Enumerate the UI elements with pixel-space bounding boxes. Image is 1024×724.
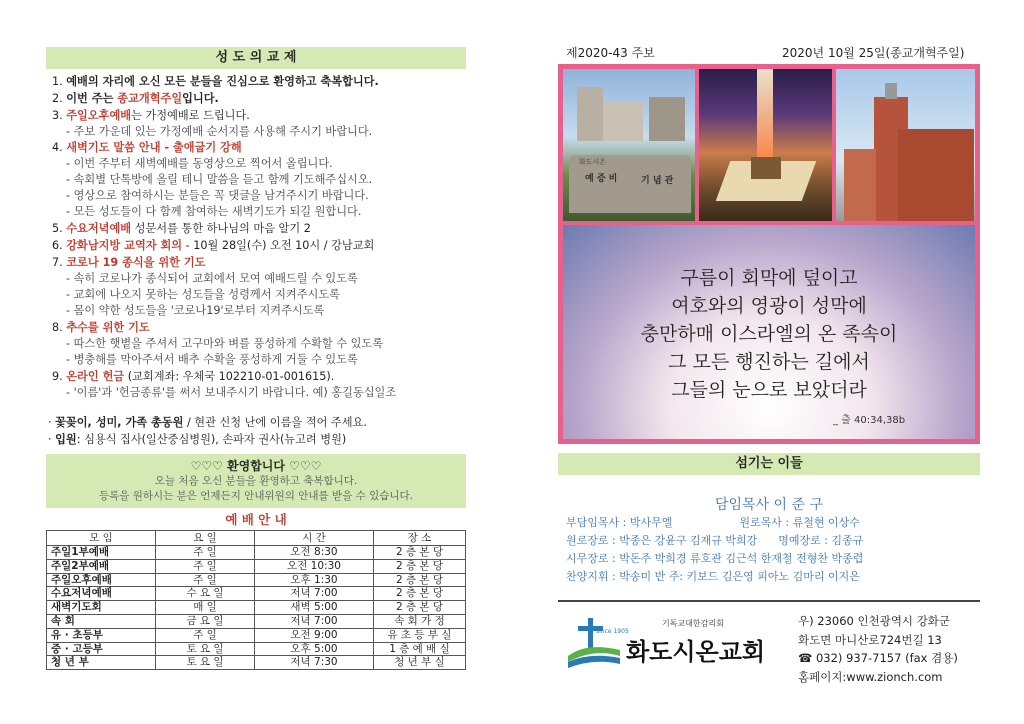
- church-photo: [836, 69, 975, 221]
- table-row: [47, 587, 466, 601]
- table-cell: 주일1부예배: [47, 546, 156, 560]
- list-item: 6. 강화남지방 교역자 회의 - 10월 28일(수) 오전 10시 / 강남교회: [52, 239, 375, 252]
- table-cell: 주 일: [156, 546, 255, 560]
- worship-title: 예 배 안 내: [225, 512, 287, 527]
- stone-text-left: 예 증 비: [585, 174, 618, 184]
- list-sub-item: - 영상으로 참여하시는 분들은 꼭 댓글을 남겨주시기 바랍니다.: [66, 189, 369, 202]
- staff-row: 부담임목사 : 박사무엘 원로목사 : 류철현 이상수: [566, 516, 860, 529]
- list-item: 5. 수요저녁예배 성문서를 통한 하나님의 마음 알기 2: [52, 222, 311, 235]
- table-cell: 2 층 본 당: [374, 546, 466, 560]
- column-header: 장 소: [374, 531, 466, 546]
- table-cell: 매 일: [156, 601, 255, 615]
- list-sub-item: - 모든 성도들이 다 함께 참여하는 새벽기도가 되길 원합니다.: [66, 205, 362, 218]
- verse-line: 충만하매 이스라엘의 온 족속이: [640, 323, 898, 345]
- table-cell: 주 일: [156, 628, 255, 642]
- table-cell: 오전 10:30: [255, 559, 374, 573]
- phone-line: ☎ 032) 937-7157 (fax 겸용): [798, 651, 958, 665]
- notice-hospital: · 입원: 심용식 집사(일산중심병원), 손파자 권사(뉴고려 병원): [48, 433, 347, 446]
- staff-row: 찬양지휘 : 박송미 반 주: 키보드 김은영 피아노 김마리 이지은: [566, 570, 860, 583]
- list-item: 2. 이번 주는 종교개혁주일입니다.: [52, 92, 219, 105]
- list-sub-item: - 따스한 햇볕을 주셔서 고구마와 벼를 풍성하게 수확할 수 있도록: [66, 337, 384, 350]
- list-sub-item: - '이름'과 '헌금종류'를 써서 보내주시기 바랍니다. 예) 홍길동십일조: [66, 386, 397, 399]
- logo-church-name: 화도시온교회: [626, 638, 766, 666]
- list-sub-item: - 몸이 약한 성도들을 '코로나19'로부터 지켜주시도록: [66, 304, 325, 317]
- servers-header: 섬기는 이들: [558, 453, 980, 475]
- verse-reference: _ 출 40:34,38b: [833, 415, 906, 426]
- table-cell: 속 회: [47, 614, 156, 628]
- footer-divider: [558, 600, 980, 602]
- verse-line: 그 모든 행진하는 길에서: [668, 351, 870, 373]
- stone-text-top: 화도시온: [579, 158, 607, 166]
- homepage-link[interactable]: 홈페이지:www.zionch.com: [798, 669, 943, 684]
- table-row: [47, 628, 466, 642]
- table-cell: 오전 9:00: [255, 628, 374, 642]
- table-row: [47, 642, 466, 656]
- issue-date: 2020년 10월 25일(종교개혁주일): [782, 46, 965, 60]
- church-address: [798, 612, 958, 686]
- table-cell: 새벽기도회: [47, 601, 156, 615]
- cross-logo-icon: [566, 616, 622, 668]
- verse-line: 그들의 눈으로 보았더라: [671, 379, 867, 401]
- table-cell: 주일오후예배: [47, 573, 156, 587]
- table-cell: 주 일: [156, 573, 255, 587]
- table-cell: 주일2부예배: [47, 559, 156, 573]
- senior-pastor: 담임목사 이 준 구: [714, 497, 824, 513]
- table-cell: 오후 5:00: [255, 642, 374, 656]
- table-cell: 2 층 본 당: [374, 559, 466, 573]
- table-cell: 2 층 본 당: [374, 587, 466, 601]
- list-sub-item: - 주보 가운데 있는 가정예배 순서지를 사용해 주시기 바랍니다.: [66, 125, 373, 138]
- table-cell: 토 요 일: [156, 642, 255, 656]
- cover-frame: [558, 64, 980, 444]
- table-cell: 저녁 7:00: [255, 614, 374, 628]
- table-cell: 2 층 본 당: [374, 573, 466, 587]
- table-cell: 오후 1:30: [255, 573, 374, 587]
- table-row: [47, 573, 466, 587]
- table-cell: 수 요 일: [156, 587, 255, 601]
- fellowship-header: 성 도 의 교 제: [46, 47, 466, 69]
- welcome-title: ♡♡♡ 환영합니다 ♡♡♡: [190, 459, 322, 473]
- notice-flowers: · 꽃꽂이, 성미, 가족 총동원 / 현관 신청 난에 이름을 적어 주세요.: [48, 416, 367, 429]
- column-header: 요 일: [156, 531, 255, 546]
- staff-row: 시무장로 : 박돈주 박희경 류호관 김근석 한재철 전형찬 박종렵: [566, 552, 864, 565]
- table-cell: 수요저녁예배: [47, 587, 156, 601]
- list-sub-item: - 교회에 나오지 못하는 성도들을 성령께서 지켜주시도록: [66, 288, 340, 301]
- list-sub-item: - 이번 주부터 새벽예배를 동영상으로 찍어서 올립니다.: [66, 157, 333, 170]
- list-item: 4. 새벽기도 말씀 안내 - 출애굽기 강해: [52, 141, 242, 154]
- list-item: 1. 예배의 자리에 오신 모든 분들을 진심으로 환영하고 축복합니다.: [52, 75, 379, 88]
- monument-photo: [563, 69, 695, 221]
- welcome-box: [46, 454, 466, 508]
- table-cell: 저녁 7:30: [255, 656, 374, 670]
- address-line: 화도면 마니산로724번길 13: [798, 632, 942, 647]
- welcome-line: 등록을 원하시는 분은 언제든지 안내위원의 안내를 받을 수 있습니다.: [98, 490, 414, 502]
- table-row: [47, 614, 466, 628]
- staff-row: 원로장로 : 박종은 강윤구 김재규 박희강 명예장로 : 김종규: [566, 534, 864, 547]
- column-header: 모 임: [47, 531, 156, 546]
- table-row: [47, 546, 466, 560]
- verse-panel: [563, 225, 975, 439]
- church-logo: [566, 612, 776, 672]
- table-header-row: [47, 531, 466, 546]
- list-item: 8. 추수를 위한 기도: [52, 321, 150, 334]
- table-cell: 1 층 예 배 실: [374, 642, 466, 656]
- table-cell: 유 · 초등부: [47, 628, 156, 642]
- worship-table: [46, 530, 466, 670]
- table-cell: 2 층 본 당: [374, 601, 466, 615]
- table-cell: 새벽 5:00: [255, 601, 374, 615]
- table-cell: 오전 8:30: [255, 546, 374, 560]
- table-cell: 속 회 가 정: [374, 614, 466, 628]
- table-row: [47, 656, 466, 670]
- list-item: 9. 온라인 헌금 (교회계좌: 우체국 102210-01-001615).: [52, 370, 335, 383]
- table-cell: 주 일: [156, 559, 255, 573]
- table-cell: 저녁 7:00: [255, 587, 374, 601]
- table-cell: 중 · 고등부: [47, 642, 156, 656]
- table-cell: 토 요 일: [156, 656, 255, 670]
- list-sub-item: - 속회별 단톡방에 올릴 테니 말씀을 듣고 함께 기도해주십시오.: [66, 173, 373, 186]
- address-line: 우) 23060 인천광역시 강화군: [798, 614, 951, 628]
- table-cell: 청 년 부: [47, 656, 156, 670]
- logo-denomination: 기독교대한감리회: [662, 619, 724, 628]
- list-sub-item: - 병충해를 막아주셔서 배추 수확을 풍성하게 거둘 수 있도록: [66, 353, 358, 366]
- table-cell: 유 초 등 부 실: [374, 628, 466, 642]
- table-cell: 금 요 일: [156, 614, 255, 628]
- verse-line: 여호와의 영광이 성막에: [671, 295, 867, 317]
- list-sub-item: - 속히 코로나가 종식되어 교회에서 모여 예배드릴 수 있도록: [66, 272, 358, 285]
- verse-line: 구름이 회막에 덮이고: [680, 267, 858, 289]
- stone-text-right: 기 념 관: [641, 176, 674, 186]
- table-row: [47, 559, 466, 573]
- table-cell: 청 년 부 실: [374, 656, 466, 670]
- tabernacle-image: [699, 69, 832, 221]
- welcome-line: 오늘 처음 오신 분들을 환영하고 축복합니다.: [154, 475, 358, 487]
- logo-since: since 1905: [596, 628, 629, 635]
- list-item: 3. 주일오후예배는 가정예배로 드립니다.: [52, 109, 250, 122]
- table-row: [47, 601, 466, 615]
- column-header: 시 간: [255, 531, 374, 546]
- issue-number: 제2020-43 주보: [566, 46, 655, 60]
- list-item: 7. 코로나 19 종식을 위한 기도: [52, 256, 206, 269]
